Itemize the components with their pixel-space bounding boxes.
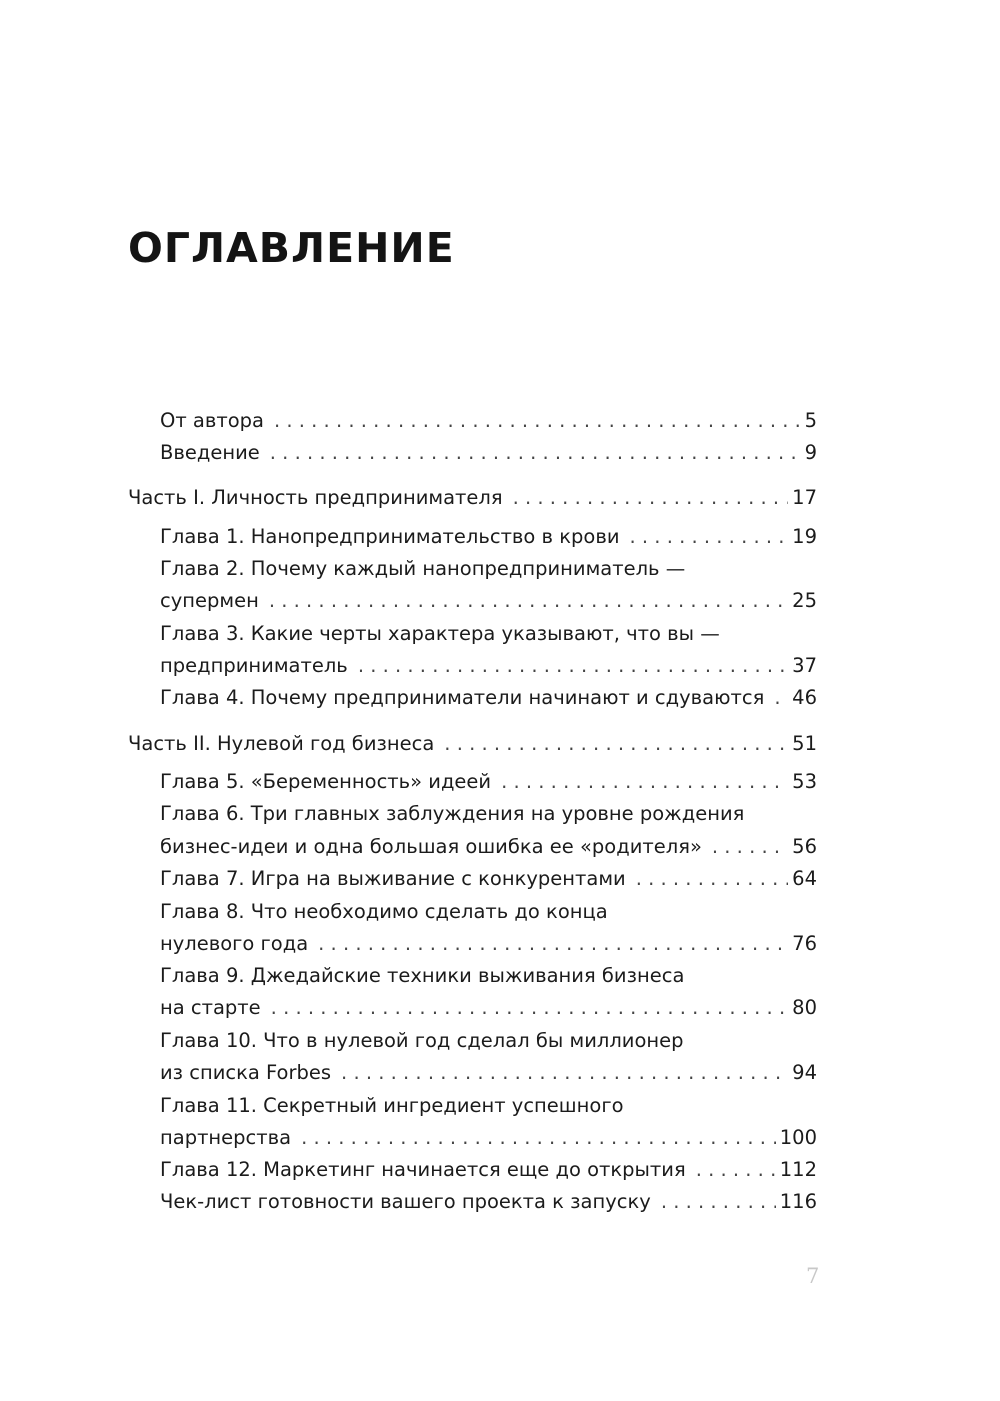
toc-page-number: 56 [792, 835, 817, 858]
toc-entry-title: Чек-лист готовности вашего проекта к запуску [160, 1190, 651, 1213]
toc-chapter-2-line-2 [160, 585, 817, 617]
toc-chapter-3-line-2 [160, 650, 817, 682]
toc-page-number: 76 [792, 932, 817, 955]
dot-leader [274, 405, 801, 437]
toc-entry-title: Введение [160, 441, 260, 464]
toc-entry-title: Глава 3. Какие черты характера указывают, что вы — [160, 622, 720, 645]
toc-page-number: 53 [792, 770, 817, 793]
toc-chapter-9-line-1 [160, 960, 817, 992]
toc-page-number: 80 [792, 996, 817, 1019]
toc-chapter-6-line-1 [160, 798, 817, 830]
toc-chapter-5 [160, 766, 817, 798]
toc-entry-title: из списка Forbes [160, 1061, 332, 1084]
toc-page-number: 112 [779, 1158, 817, 1181]
toc-chapter-11-line-1 [160, 1090, 817, 1122]
toc-entry-title: Глава 6. Три главных заблуждения на уровне рождения [160, 802, 745, 825]
dot-leader [269, 585, 788, 617]
toc-entry-title: супермен [160, 589, 259, 612]
toc-entry-title: Глава 8. Что необходимо сделать до конца [160, 900, 608, 923]
toc-entry-title: Глава 1. Нанопредпринимательство в крови [160, 525, 620, 548]
dot-leader [661, 1186, 776, 1218]
toc-chapter-10-line-1 [160, 1025, 817, 1057]
toc-entry-introduction [160, 437, 817, 469]
toc-page-number: 51 [792, 732, 817, 755]
dot-leader [501, 766, 788, 798]
toc-chapter-7 [160, 863, 817, 895]
toc-page-number: 100 [779, 1126, 817, 1149]
toc-chapter-6-line-2 [160, 831, 817, 863]
dot-leader [444, 728, 788, 760]
toc-page-number: 25 [792, 589, 817, 612]
toc-entry-title: Глава 11. Секретный ингредиент успешного [160, 1094, 624, 1117]
toc-entry-title: Глава 12. Маркетинг начинается еще до открытия [160, 1158, 686, 1181]
dot-leader [636, 863, 788, 895]
toc-chapter-2-line-1 [160, 553, 817, 585]
toc-entry-title: Глава 7. Игра на выживание с конкурентами [160, 867, 626, 890]
dot-leader [712, 831, 788, 863]
dot-leader [341, 1057, 788, 1089]
toc-chapter-1 [160, 521, 817, 553]
toc-page-number: 116 [779, 1190, 817, 1213]
toc-part-title: Часть I. Личность предпринимателя [128, 486, 503, 509]
toc-chapter-10-line-2 [160, 1057, 817, 1089]
toc-page-number: 64 [792, 867, 817, 890]
dot-leader [513, 482, 789, 514]
dot-leader [318, 928, 788, 960]
dot-leader [270, 437, 801, 469]
dot-leader [301, 1122, 776, 1154]
toc-entry-title: партнерства [160, 1126, 292, 1149]
toc-part-1 [128, 482, 817, 514]
toc-entry-title: Глава 5. «Беременность» идеей [160, 770, 492, 793]
toc-entry-title: предприниматель [160, 654, 348, 677]
page-number: 7 [806, 1264, 820, 1288]
toc-entry-from-author [160, 405, 817, 437]
toc-page-number: 19 [792, 525, 817, 548]
dot-leader [696, 1154, 776, 1186]
dot-leader [630, 521, 789, 553]
toc-entry-title: Глава 10. Что в нулевой год сделал бы миллионер [160, 1029, 684, 1052]
toc-entry-title: бизнес-идеи и одна большая ошибка ее «родителя» [160, 835, 702, 858]
toc-page-number: 46 [792, 686, 817, 709]
dot-leader [358, 650, 788, 682]
toc-part-title: Часть II. Нулевой год бизнеса [128, 732, 435, 755]
toc-page-number: 5 [804, 409, 817, 432]
toc-page-number: 37 [792, 654, 817, 677]
toc-chapter-12 [160, 1154, 817, 1186]
toc-checklist [160, 1186, 817, 1218]
toc-entry-title: нулевого года [160, 932, 309, 955]
toc-entry-title: От автора [160, 409, 264, 432]
toc-chapter-11-line-2 [160, 1122, 817, 1154]
dot-leader [271, 992, 789, 1024]
toc-chapter-4 [160, 682, 817, 714]
dot-leader [774, 682, 788, 714]
toc-part-2 [128, 728, 817, 760]
toc-chapter-8-line-2 [160, 928, 817, 960]
toc-page-number: 9 [804, 441, 817, 464]
toc-chapter-9-line-2 [160, 992, 817, 1024]
toc-entry-title: на старте [160, 996, 261, 1019]
toc-page-number: 17 [792, 486, 817, 509]
toc-entry-title: Глава 9. Джедайские техники выживания бизнеса [160, 964, 685, 987]
toc-entry-title: Глава 4. Почему предприниматели начинают и сдуваются [160, 686, 765, 709]
toc-page-number: 94 [792, 1061, 817, 1084]
toc-chapter-3-line-1 [160, 618, 817, 650]
toc-entry-title: Глава 2. Почему каждый нанопредприниматель — [160, 557, 686, 580]
page-title: ОГЛАВЛЕНИЕ [128, 224, 455, 272]
toc-chapter-8-line-1 [160, 896, 817, 928]
